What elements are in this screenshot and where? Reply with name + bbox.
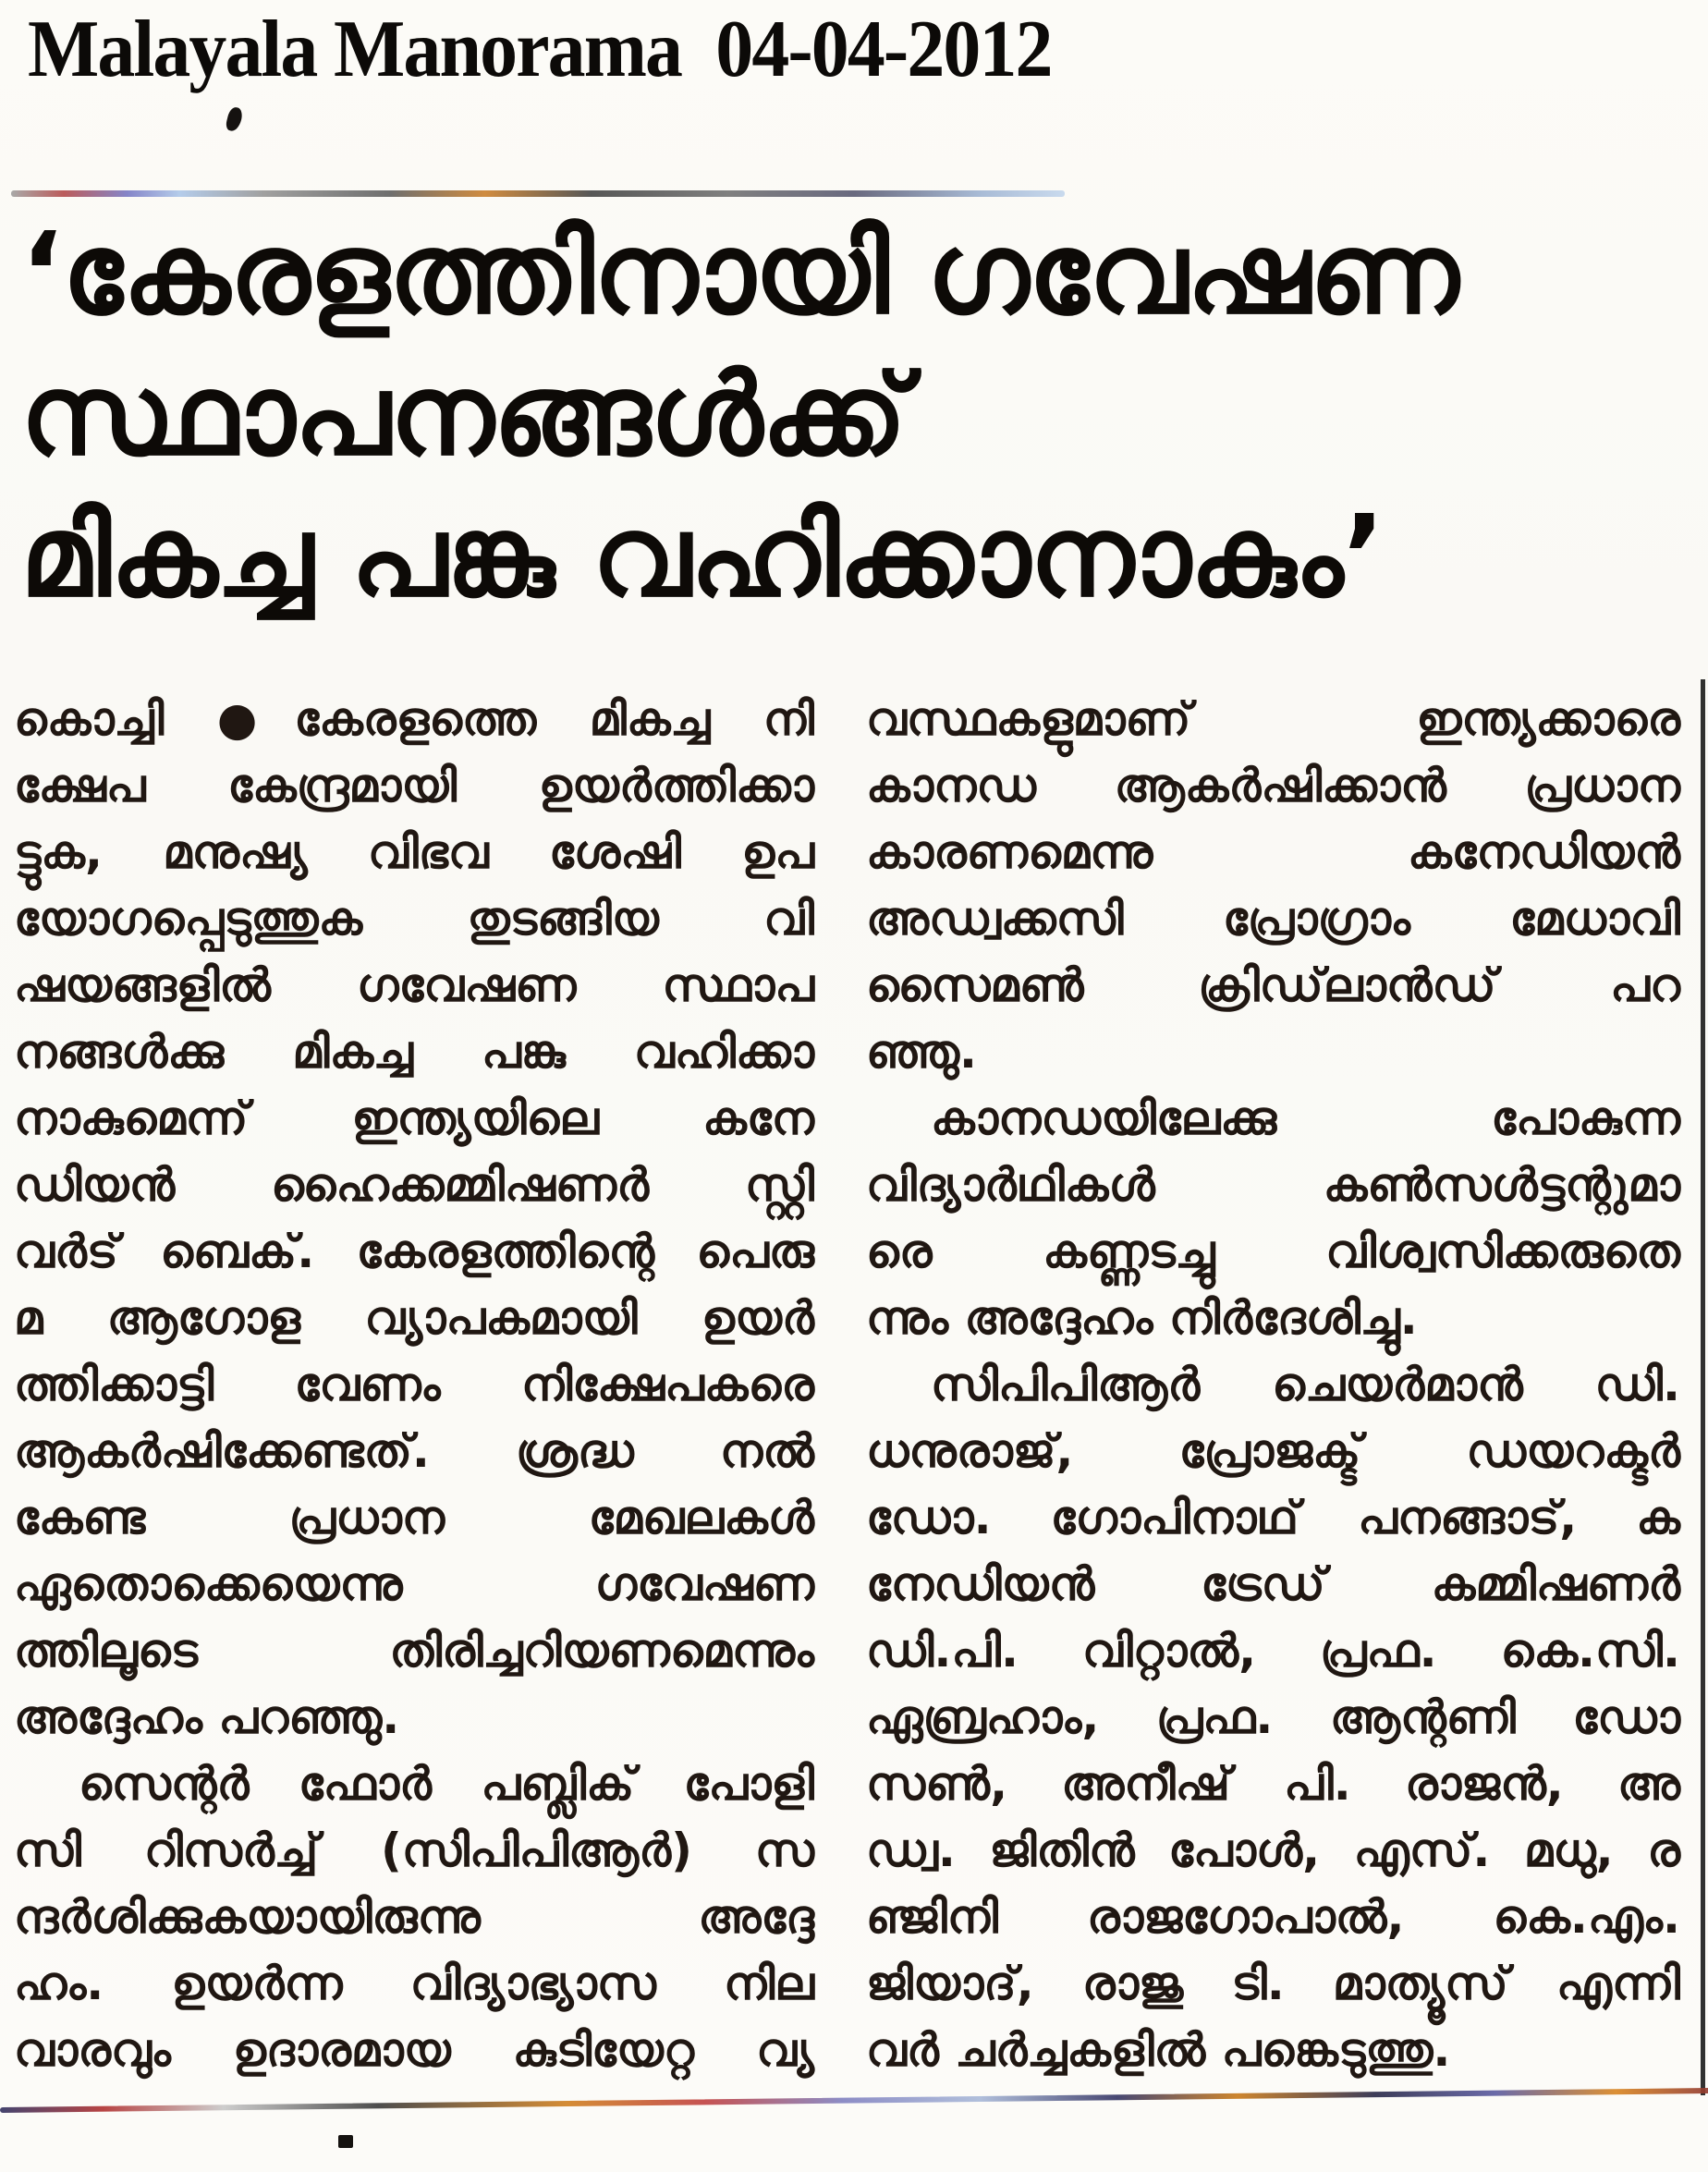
body-line: ഏതൊക്കെയെന്നു ഗവേഷണ bbox=[14, 1557, 814, 1611]
body-line: ഡ്വ. ജിതിൻ പോൾ, എസ്. മധു, ര bbox=[866, 1824, 1680, 1877]
scan-speck bbox=[338, 2135, 353, 2148]
body-line: ആകർഷിക്കേണ്ടത്. ശ്രദ്ധ നൽ bbox=[14, 1424, 814, 1478]
body-line: കൊച്ചി ●കേരളത്തെ മികച്ച നി bbox=[14, 692, 814, 746]
body-line: ട്ടുക, മനുഷ്യ വിഭവ ശേഷി ഉപ bbox=[14, 825, 814, 879]
body-line: വാരവും ഉദാരമായ കുടിയേറ്റ വ്യ bbox=[14, 2023, 814, 2077]
body-line: ഞ്ജിനി രാജഗോപാൽ, കെ.എം. bbox=[866, 1890, 1680, 1944]
body-line: സി റിസർച്ച് (സിപിപിആർ) സ bbox=[14, 1824, 814, 1877]
body-line: വിദ്യാർഥികൾ കൺസൾട്ടന്റുമാ bbox=[866, 1158, 1680, 1212]
body-line: ക്ഷേപ കേന്ദ്രമായി ഉയർത്തിക്കാ bbox=[14, 759, 814, 812]
body-line: സൈമൺ ക്രിഡ്‌ലാൻഡ് പറ bbox=[866, 958, 1680, 1012]
body-line: സൺ, അനീഷ് പി. രാജൻ, അ bbox=[866, 1757, 1680, 1811]
right-edge-rule bbox=[1701, 679, 1705, 2095]
body-line: കേണ്ട പ്രധാന മേഖലകൾ bbox=[14, 1491, 814, 1544]
body-line: ഷയങ്ങളിൽ ഗവേഷണ സ്ഥാപ bbox=[14, 958, 814, 1012]
body-line: ജിയാദ്, രാജു ടി. മാത്യൂസ് എന്നി bbox=[866, 1957, 1680, 2010]
body-line: ഡിയൻ ഹൈക്കമ്മിഷണർ സ്റ്റി bbox=[14, 1158, 814, 1212]
body-line: ത്തിക്കാട്ടി വേണം നിക്ഷേപകരെ bbox=[14, 1358, 814, 1411]
body-line: കാരണമെന്നു കനേഡിയൻ bbox=[866, 825, 1680, 879]
headline-line: സ്ഥാപനങ്ങൾക്ക് bbox=[20, 349, 907, 481]
body-line: നങ്ങൾക്കു മികച്ച പങ്കു വഹിക്കാ bbox=[14, 1025, 814, 1079]
body-line: അഡ്വക്കസി പ്രോഗ്രാം മേധാവി bbox=[866, 892, 1680, 946]
headline bbox=[20, 203, 1458, 628]
body-line: ധനുരാജ്, പ്രോജക്ട് ഡയറക്ടർ bbox=[866, 1424, 1680, 1478]
body-line: വർ ചർച്ചകളിൽ പങ്കെടുത്തു. bbox=[866, 2023, 1451, 2077]
headline-line: മികച്ച പങ്കു വഹിക്കാനാകും’ bbox=[20, 491, 1385, 622]
body-line: ഡി.പി. വിറ്റാൽ, പ്രഫ. കെ.സി. bbox=[866, 1624, 1680, 1678]
body-line: ന്ദർശിക്കുകയായിരുന്നു അദ്ദേ bbox=[14, 1890, 814, 1944]
body-line: ഡോ. ഗോപിനാഥ് പനങ്ങാട്, ക bbox=[866, 1491, 1680, 1544]
top-scan-line bbox=[11, 190, 1065, 197]
body-line: സെന്റർ ഫോർ പബ്ലിക് പോളി bbox=[79, 1757, 814, 1811]
body-line: സിപിപിആർ ചെയർമാൻ ഡി. bbox=[931, 1358, 1680, 1411]
body-line: കാനഡയിലേക്കു പോകുന്ന bbox=[931, 1092, 1680, 1145]
headline-line: ‘കേരളത്തിനായി ഗവേഷണ bbox=[20, 208, 1458, 339]
body-line: നാകുമെന്ന് ഇന്ത്യയിലെ കനേ bbox=[14, 1092, 814, 1145]
body-line: രെ കണ്ണടച്ചു വിശ്വസിക്കരുതെ bbox=[866, 1225, 1680, 1278]
body-line: അദ്ദേഹം പറഞ്ഞു. bbox=[14, 1690, 400, 1744]
body-line: കാനഡ ആകർഷിക്കാൻ പ്രധാന bbox=[866, 759, 1680, 812]
body-line: ഞ്ഞു. bbox=[866, 1025, 978, 1079]
scan-speck bbox=[225, 106, 244, 133]
body-line: മ ആഗോള വ്യാപകമായി ഉയർ bbox=[14, 1291, 814, 1345]
body-line: ഏബ്രഹാം, പ്രഫ. ആന്റണി ഡോ bbox=[866, 1690, 1680, 1744]
body-line: ന്നും അദ്ദേഹം നിർദേശിച്ചു. bbox=[866, 1291, 1418, 1345]
body-line: ത്തിലൂടെ തിരിച്ചറിയണമെന്നും bbox=[14, 1624, 814, 1678]
masthead-title: Malayala Manorama 04-04-2012 bbox=[28, 5, 1052, 94]
body-line: വർട് ബെക്. കേരളത്തിന്റെ പെരു bbox=[14, 1225, 814, 1278]
body-line: യോഗപ്പെടുത്തുക തുടങ്ങിയ വി bbox=[14, 892, 814, 946]
left-column bbox=[14, 686, 814, 2083]
right-column bbox=[866, 686, 1680, 2083]
bottom-scan-line bbox=[0, 2088, 1708, 2113]
body-line: നേഡിയൻ ട്രേഡ് കമ്മിഷണർ bbox=[866, 1557, 1680, 1611]
body-line: വസ്ഥകളുമാണ് ഇന്ത്യക്കാരെ bbox=[866, 692, 1680, 746]
article-body bbox=[14, 686, 1694, 2083]
body-line: ഹം. ഉയർന്ന വിദ്യാഭ്യാസ നില bbox=[14, 1957, 814, 2010]
